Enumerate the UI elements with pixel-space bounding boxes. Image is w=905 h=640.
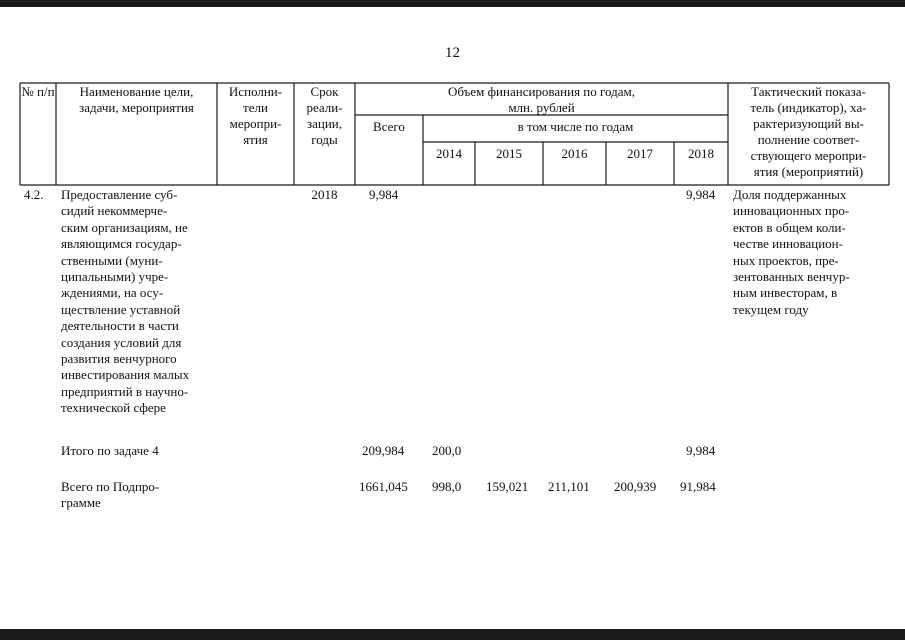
header-financing: Объем финансирования по годам, млн. рублей (447, 84, 636, 115)
header-year-2017: 2017 (627, 146, 653, 161)
row-4-2-num: 4.2. (24, 187, 44, 202)
row-subprogram-y2015: 159,021 (486, 479, 529, 494)
header-period: Срок реали- зации, годы (306, 84, 343, 147)
header-indicator: Тактический показа- тель (индикатор), ха- рактеризующий вы- полнение соответ- ствующего меропри- ятия (мероприятий) (750, 84, 867, 179)
row-4-2-indicator: Доля поддержанных инновационных про- ектов в общем коли- честве инновацион- ных проектов, пре- зентованных венчур- ным инвесторам, в текущем году (733, 187, 850, 317)
row-4-2-total: 9,984 (369, 187, 399, 202)
header-name: Наименование цели, задачи, мероприятия (79, 84, 194, 115)
header-year-2016: 2016 (561, 146, 588, 161)
header-year-2014: 2014 (436, 146, 462, 161)
header-by-years: в том числе по годам (517, 119, 634, 134)
header-total: Всего (373, 119, 405, 134)
header-executors: Исполни- тели меропри- ятия (228, 84, 283, 147)
row-4-2-name: Предоставление суб- сидий некоммерче- ским организациям, не являющимся государ- ственными (муни- ципальными) учре- ждениями, на осу- ществление уставной деятельности в части создания условий для развития венчурного инвестирования малых предприятий в научно- технической сфере (61, 187, 190, 416)
row-task4-total: 209,984 (362, 443, 405, 458)
row-subprogram-total-name: Всего по Подпро- грамме (61, 479, 160, 510)
row-task4-y2014: 200,0 (432, 443, 462, 458)
row-subprogram-total: 1661,045 (359, 479, 408, 494)
header-num: № п/п (21, 84, 55, 99)
row-subprogram-y2014: 998,0 (432, 479, 462, 494)
row-subprogram-y2016: 211,101 (548, 479, 590, 494)
page-number: 12 (445, 45, 460, 61)
row-subprogram-y2018: 91,984 (680, 479, 716, 494)
row-task4-total-name: Итого по задаче 4 (61, 443, 159, 458)
row-4-2-y2018: 9,984 (686, 187, 716, 202)
header-year-2015: 2015 (496, 146, 522, 161)
header-year-2018: 2018 (688, 146, 714, 161)
row-4-2-period: 2018 (311, 187, 338, 202)
row-task4-y2018: 9,984 (686, 443, 716, 458)
row-subprogram-y2017: 200,939 (614, 479, 657, 494)
